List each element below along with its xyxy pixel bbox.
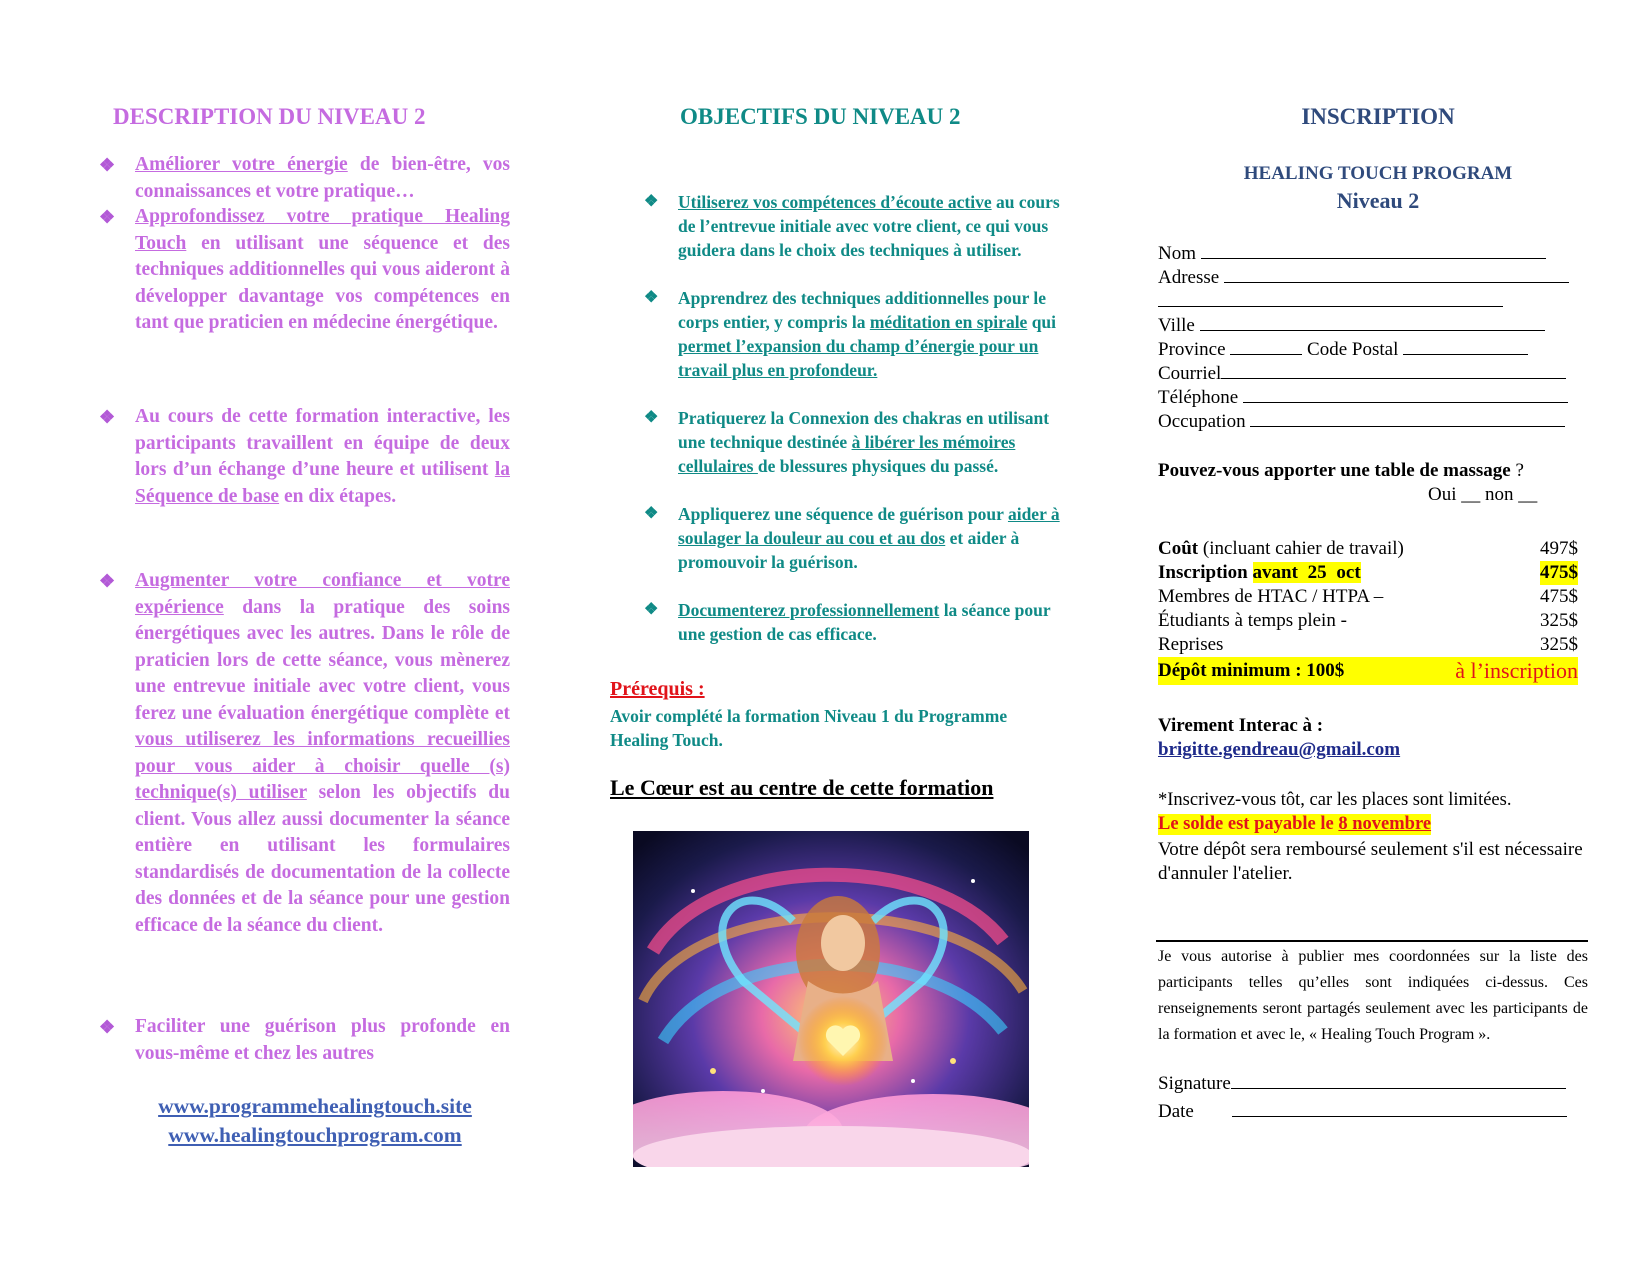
diamond-bullet-icon: ❖: [99, 1017, 116, 1037]
balance-due-note: Le solde est payable le 8 novembre: [1158, 814, 1432, 834]
diamond-bullet-icon: ❖: [99, 155, 116, 175]
bullet-link: la Séquence de base: [135, 459, 510, 507]
description-bullet: ❖ Améliorer votre énergie de bien-être, vos connaissances et votre pratique…: [99, 154, 510, 202]
description-bullet: ❖ Faciliter une guérison plus profonde en vous-même et chez les autres: [99, 1016, 510, 1064]
minimum-deposit: Dépôt minimum : 100$ à l’inscription: [1158, 658, 1578, 683]
diamond-bullet-icon: ❖: [644, 289, 659, 306]
date-field[interactable]: Date: [1158, 1098, 1567, 1124]
heart-heading: Le Cœur est au centre de cette formation: [610, 775, 994, 800]
nom-field[interactable]: Nom: [1158, 240, 1546, 266]
diamond-bullet-icon: ❖: [644, 601, 659, 618]
programmehealingtouch-link[interactable]: www.programmehealingtouch.site: [158, 1094, 472, 1118]
courriel-field[interactable]: Courriel: [1158, 360, 1566, 386]
diamond-bullet-icon: ❖: [99, 571, 116, 591]
healingtouchprogram-link[interactable]: www.healingtouchprogram.com: [168, 1123, 462, 1147]
bullet-link: Augmenter votre confiance et votre expérience: [135, 570, 510, 618]
ville-field[interactable]: Ville: [1158, 312, 1545, 338]
diamond-bullet-icon: ❖: [99, 207, 116, 227]
divider: [1156, 940, 1588, 942]
interac-label: Virement Interac à :: [1158, 715, 1324, 736]
bullet-link: vous utiliserez les informations recueillies pour vous aider à choisir quelle (s) technique(s) utiliser: [135, 729, 510, 803]
authorization-text: Je vous autorise à publier mes coordonnées sur la liste des participants telles qu’elles sont indiquées ci-dessus. Ces renseignements seront partagés seulement avec les participants de la formation et avec le, « Healing Touch Program ».: [1158, 948, 1588, 1043]
prerequisites-title: Préreq​uis :: [610, 678, 705, 700]
occupation-field[interactable]: Occupation: [1158, 408, 1565, 434]
diamond-bullet-icon: ❖: [644, 409, 659, 426]
website-links: [115, 1092, 515, 1150]
description-title: DESCRIPTION DU NIVEAU 2: [113, 104, 426, 129]
price-reprises: Reprises 325$: [1158, 634, 1578, 655]
heart-healing-illustration: [633, 831, 1029, 1167]
massage-table-question: Pouvez-vous apporter une table de massage ?: [1158, 460, 1524, 481]
objective-bullet: ❖ Appliquerez une séquence de guérison pour aider à soulager la douleur au cou et au dos et aider à promouvoir la guérison.: [644, 504, 1060, 572]
bullet-link: Approfondissez votre pratique Healing Touch: [135, 206, 510, 254]
province-field[interactable]: Province Code Postal: [1158, 336, 1528, 362]
bullet-link: Améliorer votre énergie: [135, 154, 348, 175]
description-bullet: ❖ Au cours de cette formation interactive, les participants travaillent en équipe de deux lors d’un échange d’une heure et utilisent la Séquence de base en dix étapes.: [99, 406, 510, 507]
price-membres: Membres de HTAC / HTPA – 475$: [1158, 586, 1578, 607]
refund-note: Votre dépôt sera remboursé seulement s'il est nécessaire d'annuler l'atelier.: [1158, 839, 1583, 884]
description-bullet: ❖ Approfondissez votre pratique Healing Touch en utilisant une séquence et des techniques additionnelles qui vous aideront à développer davantage vos compétences en tant que praticien en médecine énergétique.: [99, 206, 510, 333]
objective-bullet: ❖ Documenterez professionnellement la séance pour une gestion de cas efficace.: [644, 600, 1051, 644]
objective-bullet: ❖ Pratiquerez la Connexion des chakras en utilisant une technique destinée à libérer les mémoires cellulaires de blessures physiques du passé.: [644, 408, 1050, 476]
objectives-title: OBJECTIFS DU NIVEAU 2: [680, 104, 961, 129]
program-name: HEALING TOUCH PROGRAM: [1243, 163, 1513, 184]
objective-bullet: ❖ Utiliserez vos compétences d’écoute active au cours de l’entrevue initiale avec votre client, ce qui vous guidera dans le choix des techniques à utiliser.: [644, 192, 1060, 260]
oui-non-choice[interactable]: Oui __ non __: [1428, 484, 1538, 505]
diamond-bullet-icon: ❖: [644, 193, 659, 210]
diamond-bullet-icon: ❖: [99, 407, 116, 427]
registration-title: INSCRIPTION: [1301, 104, 1455, 129]
program-level: Niveau 2: [1336, 188, 1420, 213]
telephone-field[interactable]: Téléphone: [1158, 384, 1568, 410]
price-etudiants: Étudiants à temps plein - 325$: [1158, 610, 1578, 631]
prerequisites-text: Avoir complété la formation Niveau 1 du Programme Healing Touch.: [610, 706, 1008, 750]
adresse-field-line2[interactable]: [1158, 288, 1503, 314]
adresse-field[interactable]: Adresse: [1158, 264, 1569, 290]
signature-field[interactable]: Signature: [1158, 1070, 1566, 1096]
price-cout: Coût (incluant cahier de travail) 497$: [1158, 538, 1578, 559]
description-bullet: ❖ Augmenter votre confiance et votre expérience dans la pratique des soins énergétiques avec les autres. Dans le rôle de praticien lors de cette séance, vous mènerez une entrevue initiale avec votre client, vous ferez une évaluation énergétique complète et vous utiliserez les informations recueillies pour vous aider à choisir quelle (s) technique(s) utiliser selon les objectifs du client. Vous allez aussi documenter la séance entière en utilisant les formulaires standardisés de documentation de la collecte des données et de la séance pour une gestion efficace de la séance du client.: [99, 570, 510, 936]
diamond-bullet-icon: ❖: [644, 505, 659, 522]
price-inscription: Inscription avant 25 oct 475$: [1158, 562, 1578, 583]
objective-bullet: ❖ Apprendrez des techniques additionnelles pour le corps entier, y compris la méditation en spirale qui permet l’expansion du champ d’énergie pour un travail plus en profondeur.: [644, 288, 1057, 380]
email-link[interactable]: brigitte.gendreau@gmail.com: [1158, 739, 1401, 760]
code-postal-label: Code Postal: [1307, 339, 1399, 360]
places-limited-note: *Inscrivez-vous tôt, car les places sont limitées.: [1158, 790, 1512, 810]
